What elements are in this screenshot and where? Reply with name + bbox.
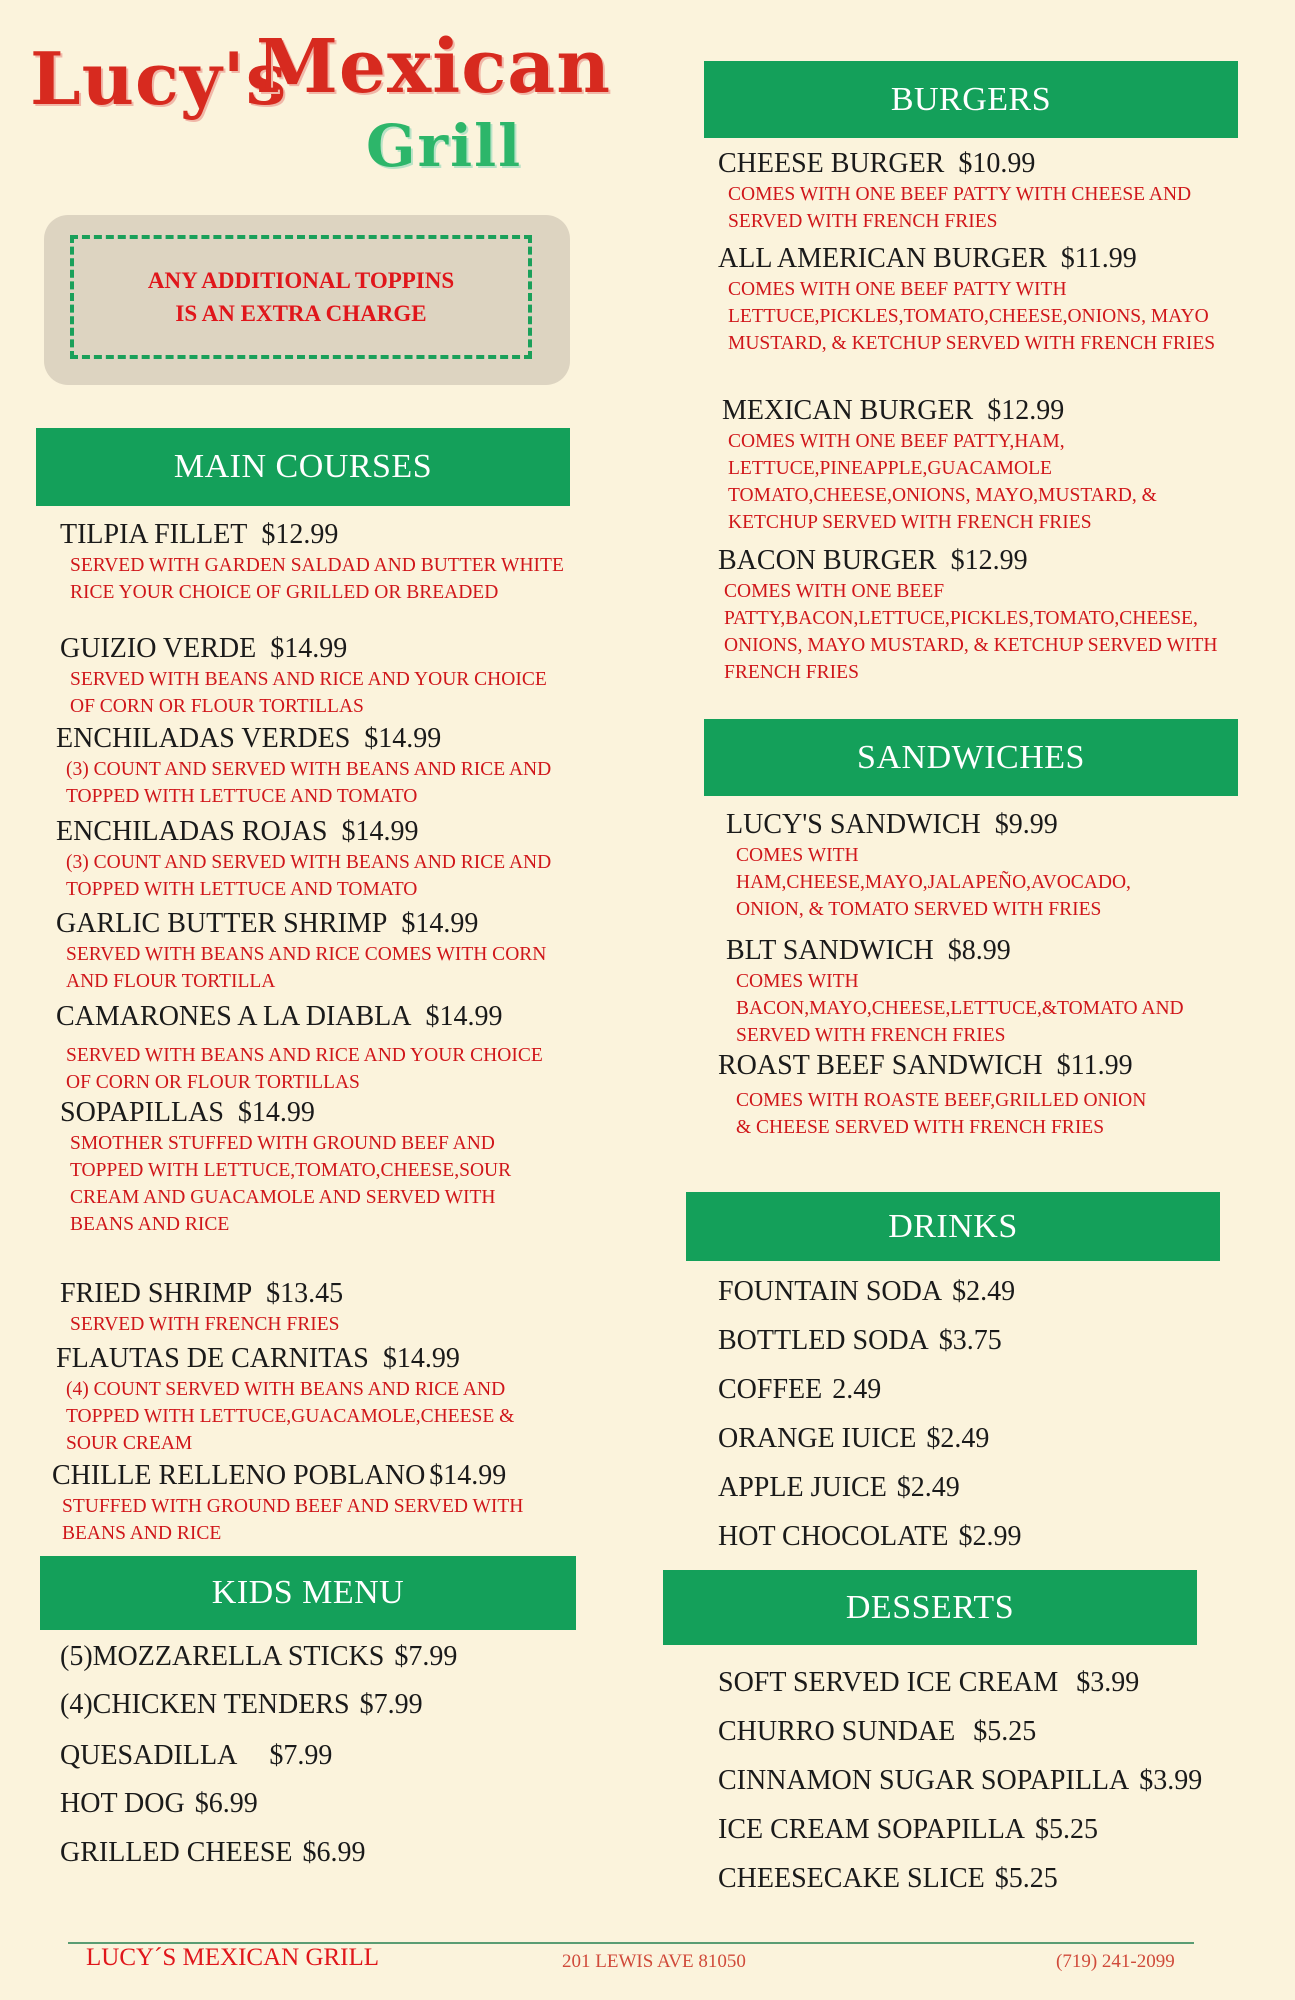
item-name: COFFEE (718, 1374, 823, 1405)
item-price: $6.99 (194, 1788, 258, 1819)
item-name: (4)CHICKEN TENDERS (60, 1689, 350, 1720)
item-description: COMES WITH BACON,MAYO,CHEESE,LETTUCE,&TOMATO AND SERVED WITH FRENCH FRIES (736, 971, 1184, 1046)
item-price: $5.25 (1035, 1814, 1099, 1845)
item-description: SMOTHER STUFFED WITH GROUND BEEF AND TOPPED WITH LETTUCE,TOMATO,CHEESE,SOUR CREAM AND GUACAMOLE AND SERVED WITH BEANS AND RICE (70, 1133, 512, 1235)
item-name: ROAST BEEF SANDWICH (718, 1050, 1043, 1081)
menu-item (56, 815, 576, 903)
item-name: CHEESE BURGER (718, 148, 945, 179)
item-price: $14.99 (382, 1343, 460, 1374)
item-description: COMES WITH ONE BEEF PATTY,BACON,LETTUCE,PICKLES,TOMATO,CHEESE, ONIONS, MAYO MUSTARD, & KETCHUP SERVED WITH FRENCH FRIES (724, 581, 1218, 683)
item-price: $3.99 (1076, 1667, 1140, 1698)
item-name: HOT DOG (60, 1788, 185, 1819)
item-price: $14.99 (270, 633, 348, 664)
main-courses-header: MAIN COURSES (36, 428, 570, 506)
item-price: $8.99 (947, 935, 1011, 966)
item-description: COMES WITH HAM,CHEESE,MAYO,JALAPEÑO,AVOCADO, ONION, & TOMATO SERVED WITH FRIES (736, 845, 1131, 920)
item-description: COMES WITH ONE BEEF PATTY WITH CHEESE AND SERVED WITH FRENCH FRIES (728, 184, 1192, 232)
item-description: SERVED WITH GARDEN SALDAD AND BUTTER WHITE RICE YOUR CHOICE OF GRILLED OR BREADED (70, 555, 564, 603)
item-price: $14.99 (364, 723, 442, 754)
drink-item (718, 1521, 1021, 1553)
logo-mexican: Mexican (256, 24, 612, 110)
dessert-item (718, 1863, 1058, 1895)
desserts-header: DESSERTS (663, 1570, 1197, 1645)
menu-item (56, 1000, 566, 1096)
item-price: $7.99 (269, 1740, 333, 1771)
menu-item (56, 907, 566, 995)
item-description: COMES WITH ONE BEEF PATTY,HAM, LETTUCE,PINEAPPLE,GUACAMOLE TOMATO,CHEESE,ONIONS, MAYO,MUSTARD, & KETCHUP SERVED WITH FRENCH FRIES (728, 431, 1157, 533)
drink-item (718, 1374, 881, 1406)
menu-item (726, 934, 1236, 1049)
item-name: LUCY'S SANDWICH (726, 809, 981, 840)
kids-item (60, 1689, 423, 1721)
item-name: MEXICAN BURGER (722, 395, 974, 426)
menu-item (56, 722, 576, 810)
item-name: HOT CHOCOLATE (718, 1521, 949, 1552)
menu-item (718, 1049, 1238, 1141)
menu-item (722, 394, 1242, 536)
item-price: $14.99 (429, 1460, 507, 1491)
item-description: (4) COUNT SERVED WITH BEANS AND RICE AND TOPPED WITH LETTUCE,GUACAMOLE,CHEESE & SOUR CREAM (66, 1379, 515, 1454)
sandwiches-header: SANDWICHES (704, 719, 1238, 796)
item-price: $7.99 (394, 1641, 458, 1672)
item-name: CINNAMON SUGAR SOPAPILLA (718, 1765, 1130, 1796)
item-description: SERVED WITH BEANS AND RICE AND YOUR CHOICE OF CORN OR FLOUR TORTILLAS (70, 669, 547, 717)
item-price: $9.99 (994, 809, 1058, 840)
item-price: $6.99 (302, 1837, 366, 1868)
item-description: STUFFED WITH GROUND BEEF AND SERVED WITH BEANS AND RICE (62, 1496, 524, 1544)
item-name: APPLE JUICE (718, 1472, 887, 1503)
menu-item (60, 1277, 560, 1338)
menu-item (726, 808, 1236, 923)
kids-item (60, 1788, 258, 1820)
item-name: CAMARONES A LA DIABLA (56, 1001, 412, 1032)
footer-restaurant-name: LUCY´S MEXICAN GRILL (86, 1944, 380, 1971)
item-description: SERVED WITH BEANS AND RICE COMES WITH CORN AND FLOUR TORTILLA (66, 944, 547, 992)
item-price: $3.75 (938, 1325, 1002, 1356)
menu-item (60, 518, 570, 606)
item-name: TILPIA FILLET (60, 519, 248, 550)
dessert-item (718, 1814, 1098, 1846)
kids-item (60, 1641, 457, 1673)
item-price: $12.99 (987, 395, 1065, 426)
item-description: SERVED WITH BEANS AND RICE AND YOUR CHOICE OF CORN OR FLOUR TORTILLAS (66, 1045, 543, 1093)
dessert-item (718, 1667, 1139, 1699)
dessert-item (718, 1716, 1036, 1748)
item-name: GUIZIO VERDE (60, 633, 257, 664)
drinks-header: DRINKS (686, 1192, 1220, 1261)
notice-text: ANY ADDITIONAL TOPPINS IS AN EXTRA CHARGE (147, 268, 455, 326)
item-price: $3.99 (1139, 1765, 1203, 1796)
drink-item (718, 1325, 1002, 1357)
item-price: $13.45 (266, 1278, 344, 1309)
item-name: SOPAPILLAS (60, 1097, 224, 1128)
logo-lucys: Lucy's (30, 36, 288, 121)
drink-item (718, 1276, 1015, 1308)
item-price: $5.25 (994, 1863, 1058, 1894)
item-price: $7.99 (359, 1689, 423, 1720)
item-price: $12.99 (950, 545, 1028, 576)
footer-phone[interactable]: (719) 241-2099 (1056, 1951, 1175, 1972)
toppings-notice (44, 215, 570, 385)
item-description: COMES WITH ROASTE BEEF,GRILLED ONION & CHEESE SERVED WITH FRENCH FRIES (736, 1090, 1147, 1138)
item-name: BOTTLED SODA (718, 1325, 929, 1356)
item-description: SERVED WITH FRENCH FRIES (70, 1314, 340, 1335)
item-price: $10.99 (958, 148, 1036, 179)
item-price: $11.99 (1056, 1050, 1133, 1081)
item-name: ICE CREAM SOPAPILLA (718, 1814, 1026, 1845)
logo (26, 22, 612, 182)
item-name: FLAUTAS DE CARNITAS (56, 1343, 369, 1374)
item-price: $11.99 (1060, 243, 1137, 274)
item-price: $14.99 (401, 908, 479, 939)
item-name: ENCHILADAS VERDES (56, 723, 351, 754)
menu-item (56, 1342, 576, 1457)
item-name: ENCHILADAS ROJAS (56, 816, 328, 847)
burgers-header: BURGERS (704, 61, 1238, 138)
item-name: SOFT SERVED ICE CREAM (718, 1667, 1059, 1698)
item-name: CHURRO SUNDAE (718, 1716, 956, 1747)
item-price: $14.99 (341, 816, 419, 847)
item-name: GRILLED CHEESE (60, 1837, 293, 1868)
kids-item (60, 1740, 332, 1772)
footer-address: 201 LEWIS AVE 81050 (562, 1951, 746, 1972)
item-name: QUESADILLA (60, 1740, 238, 1771)
kids-menu-header: KIDS MENU (40, 1556, 576, 1630)
item-name: (5)MOZZARELLA STICKS (60, 1641, 385, 1672)
item-price: $2.49 (926, 1423, 990, 1454)
item-price: $2.99 (958, 1521, 1022, 1552)
item-name: ORANGE IUICE (718, 1423, 917, 1454)
item-description: (3) COUNT AND SERVED WITH BEANS AND RICE AND TOPPED WITH LETTUCE AND TOMATO (66, 759, 552, 807)
drink-item (718, 1423, 989, 1455)
item-price: $5.25 (973, 1716, 1037, 1747)
menu-item (52, 1459, 572, 1547)
drink-item (718, 1472, 960, 1504)
item-price: $14.99 (237, 1097, 315, 1128)
dessert-item (718, 1765, 1202, 1797)
logo-grill: Grill (366, 112, 523, 180)
menu-item (718, 242, 1238, 357)
item-description: (3) COUNT AND SERVED WITH BEANS AND RICE AND TOPPED WITH LETTUCE AND TOMATO (66, 852, 552, 900)
kids-item (60, 1837, 366, 1869)
item-name: FOUNTAIN SODA (718, 1276, 943, 1307)
item-price: 2.49 (832, 1374, 882, 1405)
item-price: $14.99 (425, 1001, 503, 1032)
menu-item (60, 1096, 560, 1238)
item-name: CHILLE RELLENO POBLANO (52, 1460, 426, 1491)
item-name: CHEESECAKE SLICE (718, 1863, 985, 1894)
item-name: FRIED SHRIMP (60, 1278, 253, 1309)
item-price: $12.99 (261, 519, 339, 550)
menu-item (718, 147, 1238, 235)
item-price: $2.49 (952, 1276, 1016, 1307)
item-name: GARLIC BUTTER SHRIMP (56, 908, 388, 939)
item-name: BLT SANDWICH (726, 935, 934, 966)
menu-item (718, 544, 1258, 686)
menu-item (60, 632, 560, 720)
item-description: COMES WITH ONE BEEF PATTY WITH LETTUCE,PICKLES,TOMATO,CHEESE,ONIONS, MAYO MUSTARD, & KETCHUP SERVED WITH FRENCH FRIES (728, 279, 1216, 354)
item-name: BACON BURGER (718, 545, 937, 576)
item-name: ALL AMERICAN BURGER (718, 243, 1047, 274)
item-price: $2.49 (896, 1472, 960, 1503)
notice-dashed-box (70, 235, 532, 359)
